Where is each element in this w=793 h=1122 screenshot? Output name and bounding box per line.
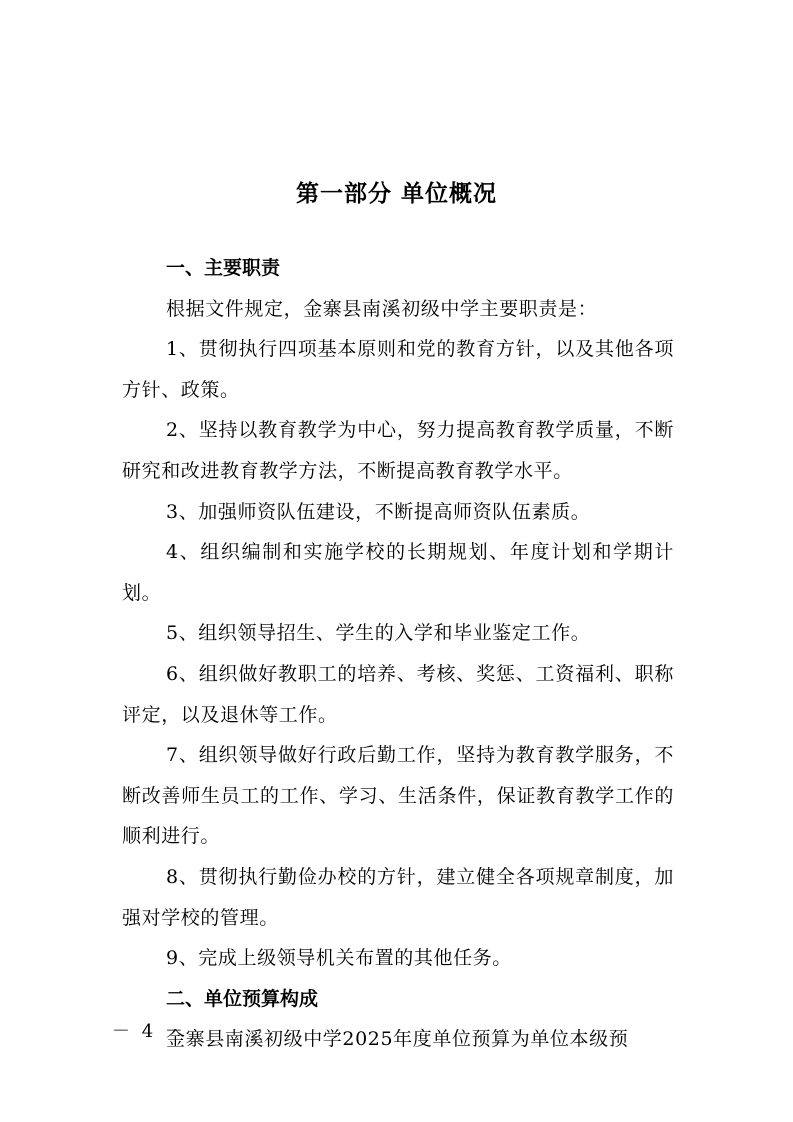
page-number: － 4 － [112, 1021, 186, 1042]
page-title: 第一部分 单位概况 [295, 181, 497, 207]
duty-item-2: 2、坚持以教育教学为中心，努力提高教育教学质量，不断研究和改进教育教学方法，不断提高教育教学水平。 [122, 419, 674, 482]
document-body [122, 248, 674, 1060]
duty-item-5: 5、组织领导招生、学生的入学和毕业鉴定工作。 [166, 622, 591, 645]
duty-item-4: 4、组织编制和实施学校的长期规划、年度计划和学期计划。 [122, 541, 674, 604]
budget-paragraph: 金寨县南溪初级中学2025年度单位预算为单位本级预 [166, 1028, 629, 1051]
duty-item-9: 9、完成上级领导机关布置的其他任务。 [166, 947, 512, 970]
duty-item-7: 7、组织领导做好行政后勤工作，坚持为教育教学服务，不断改善师生员工的工作、学习、生活条件，保证教育教学工作的顺利进行。 [122, 744, 674, 848]
duty-item-3: 3、加强师资队伍建设，不断提高师资队伍素质。 [166, 500, 591, 523]
duty-item-1: 1、贯彻执行四项基本原则和党的教育方针，以及其他各项方针、政策。 [122, 338, 674, 401]
duty-item-8: 8、贯彻执行勤俭办校的方针，建立健全各项规章制度，加强对学校的管理。 [122, 865, 674, 929]
duty-item-6: 6、组织做好教职工的培养、考核、奖惩、工资福利、职称评定，以及退休等工作。 [122, 662, 674, 726]
section-heading-budget: 二、单位预算构成 [166, 987, 319, 1010]
section-heading-duties: 一、主要职责 [166, 257, 281, 279]
duties-intro: 根据文件规定，金寨县南溪初级中学主要职责是： [166, 297, 598, 320]
